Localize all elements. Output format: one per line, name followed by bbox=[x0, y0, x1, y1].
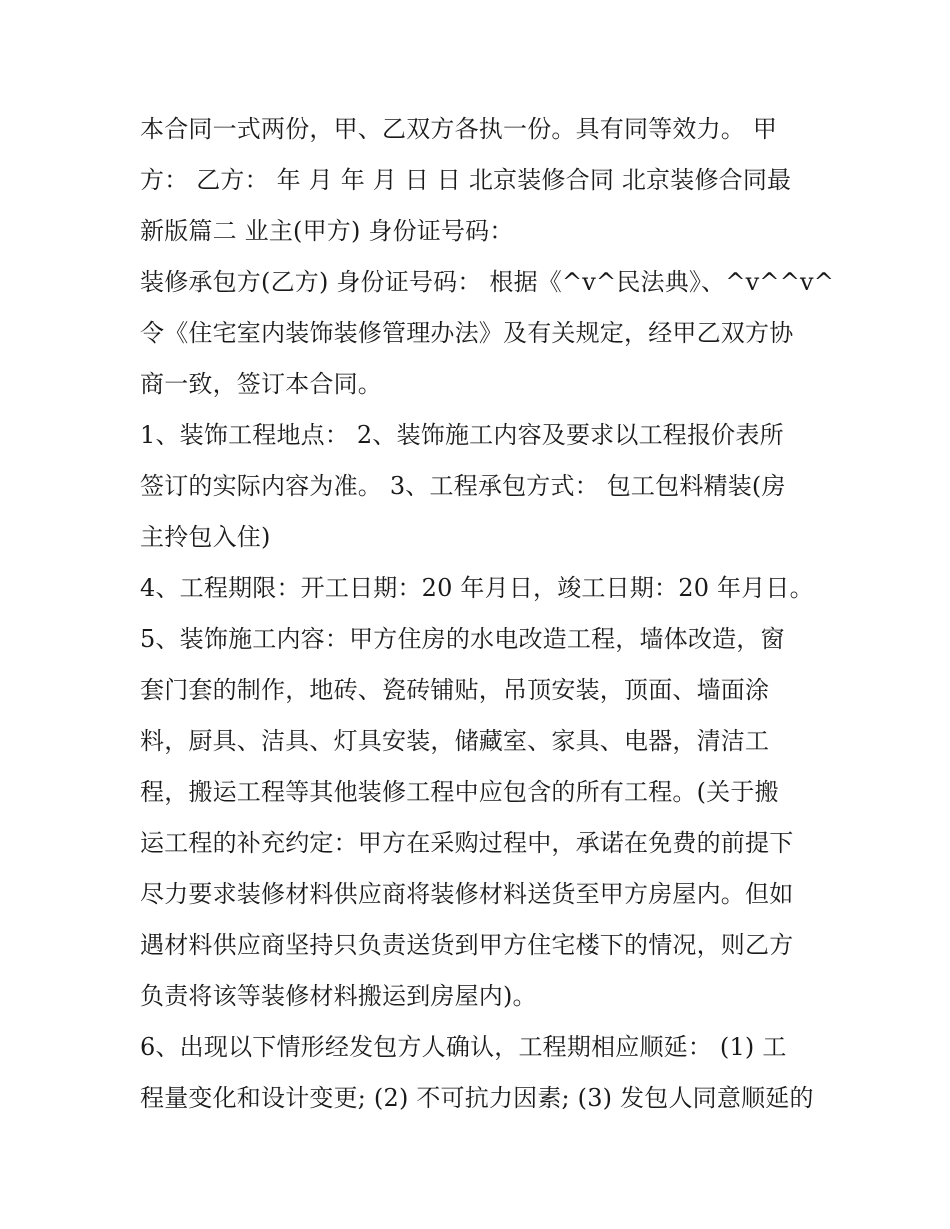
text-line: 4、工程期限：开工日期：20 年月日，竣工日期：20 年月日。 bbox=[140, 574, 814, 602]
text-line: 运工程的补充约定：甲方在采购过程中，承诺在免费的前提下 bbox=[140, 829, 794, 857]
document-body bbox=[140, 104, 835, 1124]
text-line: 新版篇二 业主(甲方) 身份证号码： bbox=[140, 217, 514, 245]
text-line: 商一致，签订本合同。 bbox=[140, 370, 382, 398]
text-line: 1、装饰工程地点： 2、装饰施工内容及要求以工程报价表所 bbox=[140, 421, 784, 449]
text-line: 方： 乙方： 年 月 年 月 日 日 北京装修合同 北京装修合同最 bbox=[140, 166, 792, 194]
text-line: 签订的实际内容为准。 3、工程承包方式： 包工包料精装(房 bbox=[140, 472, 786, 500]
text-line: 令《住宅室内装饰装修管理办法》及有关规定，经甲乙双方协 bbox=[140, 319, 794, 347]
text-line: 本合同一式两份，甲、乙双方各执一份。具有同等效力。 甲 bbox=[140, 115, 778, 143]
text-line: 套门套的制作，地砖、瓷砖铺贴，吊顶安装，顶面、墙面涂 bbox=[140, 676, 770, 704]
text-line: 负责将该等装修材料搬运到房屋内)。 bbox=[140, 982, 537, 1010]
text-line: 程量变化和设计变更; (2) 不可抗力因素; (3) 发包人同意顺延的 bbox=[140, 1084, 814, 1112]
text-line: 装修承包方(乙方) 身份证号码： 根据《^v^民法典》、^v^^v^ bbox=[140, 268, 835, 296]
text-line: 尽力要求装修材料供应商将装修材料送货至甲方房屋内。但如 bbox=[140, 880, 794, 908]
text-line: 料，厨具、洁具、灯具安装，储藏室、家具、电器，清洁工 bbox=[140, 727, 770, 755]
text-line: 程，搬运工程等其他装修工程中应包含的所有工程。(关于搬 bbox=[140, 778, 779, 806]
text-line: 主拎包入住) bbox=[140, 523, 271, 551]
text-line: 6、出现以下情形经发包方人确认，工程期相应顺延： (1) 工 bbox=[140, 1033, 787, 1061]
text-line: 5、装饰施工内容：甲方住房的水电改造工程，墙体改造，窗 bbox=[140, 625, 785, 653]
text-line: 遇材料供应商坚持只负责送货到甲方住宅楼下的情况，则乙方 bbox=[140, 931, 794, 959]
